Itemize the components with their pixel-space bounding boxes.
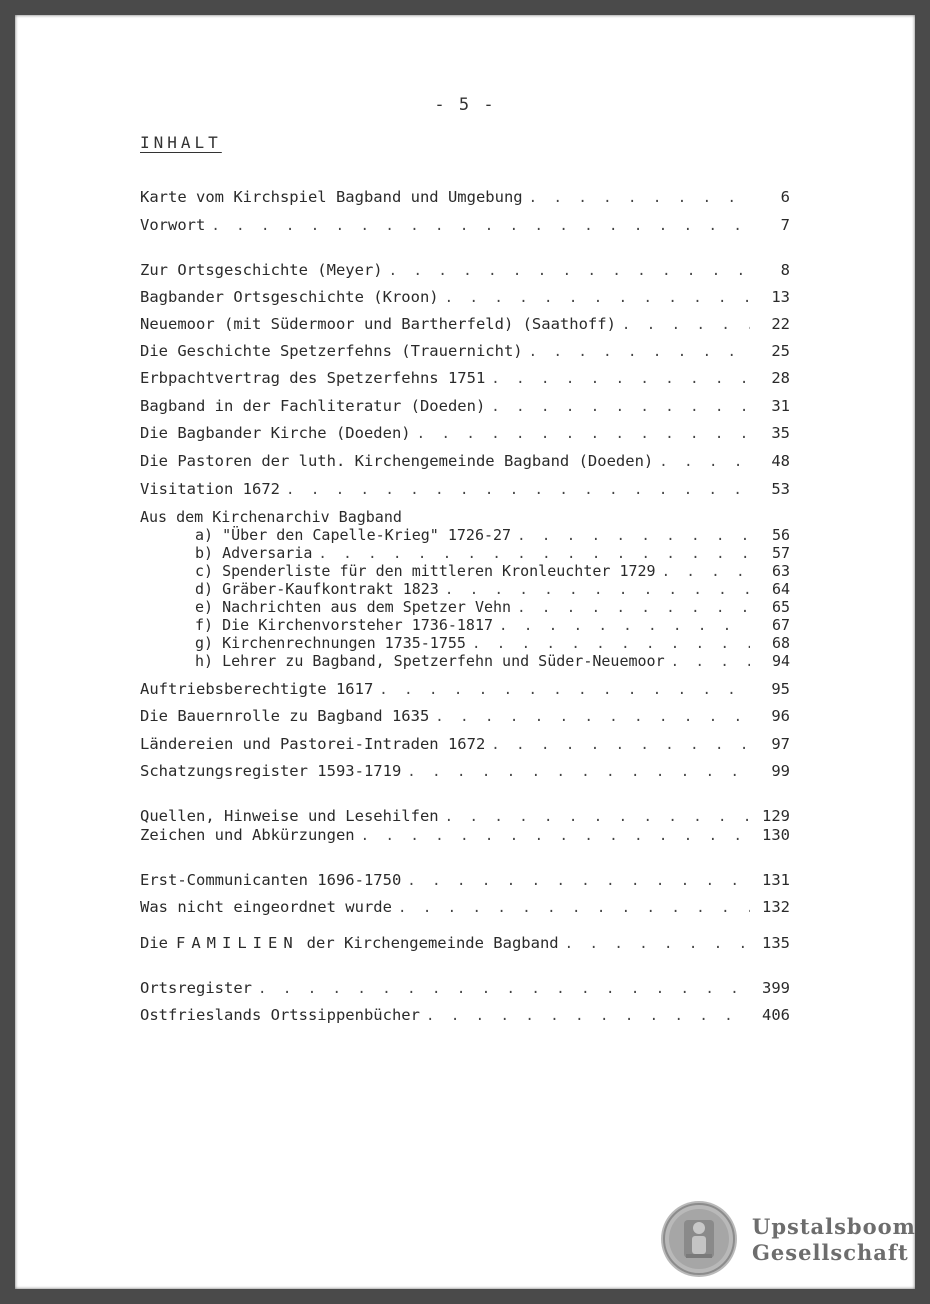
toc-entry: [140, 395, 790, 417]
leader-dots: [529, 187, 750, 209]
toc-entry: [140, 186, 790, 208]
toc-entry: [140, 367, 790, 389]
toc-entry: [140, 450, 790, 472]
leader-dots: [517, 599, 750, 617]
toc-title: Erbpachtvertrag des Spetzerfehns 1751: [140, 369, 486, 387]
toc-title-suffix: der Kirchengemeinde Bagband: [306, 934, 559, 952]
leader-dots: [379, 679, 750, 701]
toc-title-prefix: Die: [140, 934, 168, 952]
toc-subentry: [195, 562, 790, 580]
toc-subentry: [195, 598, 790, 616]
toc-page: 22: [771, 315, 790, 333]
toc-title: Bagbander Ortsgeschichte (Kroon): [140, 288, 439, 306]
toc-title: d) Gräber-Kaufkontrakt 1823: [195, 580, 439, 598]
toc-title: Vorwort: [140, 216, 206, 234]
toc-title: e) Nachrichten aus dem Spetzer Vehn: [195, 598, 512, 616]
leader-dots: [407, 870, 750, 892]
toc-page: 53: [771, 480, 790, 498]
toc-title: Erst-Communicanten 1696-1750: [140, 871, 402, 889]
toc-entry: [140, 1004, 790, 1026]
toc-entry: [140, 869, 790, 891]
toc-entry-families: [140, 932, 790, 954]
toc-page: 130: [762, 826, 790, 844]
leader-dots: [517, 527, 750, 545]
toc-subentry: [195, 526, 790, 544]
toc-title: Neuemoor (mit Südermoor und Bartherfeld) (Saathoff): [140, 315, 616, 333]
leader-dots: [659, 451, 750, 473]
toc-page: 99: [771, 762, 790, 780]
page-number: - 5 -: [434, 95, 496, 115]
toc-page: 28: [771, 369, 790, 387]
leader-dots: [491, 396, 750, 418]
leader-dots: [445, 581, 750, 599]
toc-subentry: [195, 634, 790, 652]
toc-page: 399: [762, 979, 790, 997]
toc-page: 68: [771, 634, 790, 652]
toc-title: Zeichen und Abkürzungen: [140, 826, 355, 844]
leader-dots: [662, 563, 750, 581]
toc-title: Die Bagbander Kirche (Doeden): [140, 424, 411, 442]
toc-subentry: [195, 652, 790, 670]
toc-page: 48: [771, 452, 790, 470]
brand-line-2: Gesellschaft: [752, 1240, 909, 1265]
toc-entry: [140, 286, 790, 308]
toc-title: Was nicht eingeordnet wurde: [140, 898, 392, 916]
toc-page: 64: [771, 580, 790, 598]
toc-title: Karte vom Kirchspiel Bagband und Umgebung: [140, 188, 523, 206]
toc-entry: [140, 896, 790, 918]
toc-title: Auftriebsberechtigte 1617: [140, 680, 374, 698]
toc-title: Ortsregister: [140, 979, 252, 997]
toc-page: 135: [762, 934, 790, 952]
toc-page: 8: [780, 261, 790, 279]
toc-entry: [140, 977, 790, 999]
toc-page: 67: [771, 616, 790, 634]
leader-dots: [211, 215, 750, 237]
seal-logo-icon: [660, 1200, 738, 1278]
leader-dots: [407, 761, 750, 783]
leader-dots: [445, 287, 750, 309]
toc-page: 131: [762, 871, 790, 889]
toc-page: 25: [771, 342, 790, 360]
leader-dots: [671, 653, 750, 671]
toc-title: f) Die Kirchenvorsteher 1736-1817: [195, 616, 494, 634]
toc-subentry: [195, 544, 790, 562]
toc-title: h) Lehrer zu Bagband, Spetzerfehn und Süder-Neuemoor: [195, 652, 665, 670]
toc-title: Die Pastoren der luth. Kirchengemeinde Bagband (Doeden): [140, 452, 654, 470]
leader-dots: [435, 706, 750, 728]
leader-dots: [426, 1005, 750, 1027]
toc-title: b) Adversaria: [195, 544, 313, 562]
toc-page: 129: [762, 807, 790, 825]
toc-title-emphasis: FAMILIEN: [176, 934, 299, 952]
toc-title: Die Geschichte Spetzerfehns (Trauernicht): [140, 342, 523, 360]
brand-name: [752, 1214, 916, 1266]
toc-page: 97: [771, 735, 790, 753]
toc-page: 63: [771, 562, 790, 580]
brand-line-1: Upstalsboom: [752, 1214, 916, 1239]
toc-subentry: [195, 616, 790, 634]
leader-dots: [389, 260, 750, 282]
toc-title: Schatzungsregister 1593-1719: [140, 762, 402, 780]
leader-dots: [622, 314, 750, 336]
toc-title: a) "Über den Capelle-Krieg" 1726-27: [195, 526, 512, 544]
toc-title: [140, 932, 565, 954]
leader-dots: [565, 933, 750, 955]
leader-dots: [361, 825, 750, 847]
leader-dots: [491, 734, 750, 756]
toc-title: c) Spenderliste für den mittleren Kronleuchter 1729: [195, 562, 656, 580]
toc-subentry: [195, 580, 790, 598]
toc-entry: [140, 760, 790, 782]
toc-title: Ostfrieslands Ortssippenbücher: [140, 1006, 420, 1024]
toc-title: Visitation 1672: [140, 480, 280, 498]
toc-page: 7: [780, 216, 790, 234]
toc-entry: [140, 214, 790, 236]
toc-page: 31: [771, 397, 790, 415]
toc-title: Die Bauernrolle zu Bagband 1635: [140, 707, 430, 725]
leader-dots: [417, 423, 750, 445]
toc-title: Quellen, Hinweise und Lesehilfen: [140, 807, 439, 825]
toc-entry: [140, 422, 790, 444]
toc-title: Bagband in der Fachliteratur (Doeden): [140, 397, 486, 415]
toc-page: 96: [771, 707, 790, 725]
toc-title: Ländereien und Pastorei-Intraden 1672: [140, 735, 486, 753]
leader-dots: [258, 978, 750, 1000]
toc-section-heading: Aus dem Kirchenarchiv Bagband: [140, 508, 402, 526]
toc-page: 13: [771, 288, 790, 306]
leader-dots: [491, 368, 750, 390]
toc-entry: [140, 824, 790, 846]
toc-title: Zur Ortsgeschichte (Meyer): [140, 261, 383, 279]
leader-dots: [529, 341, 750, 363]
toc-page: 56: [771, 526, 790, 544]
leader-dots: [398, 897, 750, 919]
toc-entry: [140, 678, 790, 700]
toc-page: 132: [762, 898, 790, 916]
toc-page: 95: [771, 680, 790, 698]
leader-dots: [318, 545, 750, 563]
toc-page: 57: [771, 544, 790, 562]
toc-page: 6: [780, 188, 790, 206]
toc-entry: [140, 340, 790, 362]
leader-dots: [472, 635, 750, 653]
toc-page: 94: [771, 652, 790, 670]
toc-entry: [140, 478, 790, 500]
leader-dots: [286, 479, 750, 501]
toc-entry: [140, 733, 790, 755]
toc-entry: [140, 313, 790, 335]
toc-entry: [140, 259, 790, 281]
toc-title: g) Kirchenrechnungen 1735-1755: [195, 634, 466, 652]
page-title: INHALT: [140, 133, 222, 152]
toc-page: 35: [771, 424, 790, 442]
toc-entry: [140, 705, 790, 727]
leader-dots: [499, 617, 750, 635]
toc-page: 406: [762, 1006, 790, 1024]
toc-page: 65: [771, 598, 790, 616]
